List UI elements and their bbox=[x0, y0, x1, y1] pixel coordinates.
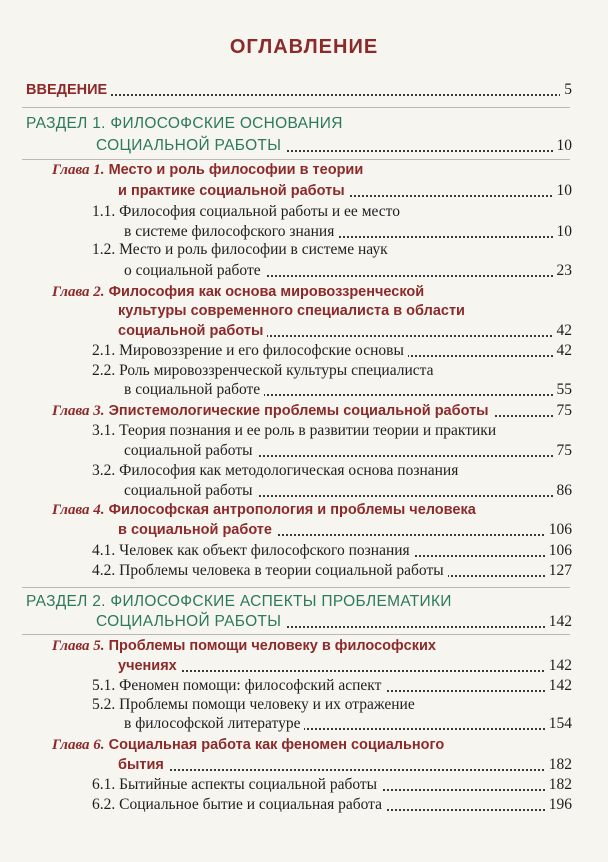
s21-page: 42 bbox=[553, 341, 573, 361]
ch1-page: 10 bbox=[553, 181, 573, 201]
toc-chapter-1[interactable] bbox=[0, 181, 608, 201]
ch2-page: 42 bbox=[553, 321, 573, 341]
s22-title-line1: 2.2. Роль мировоззренческой культуры специалиста bbox=[92, 361, 437, 381]
ch1-label: Глава 1. bbox=[52, 162, 105, 178]
s31-title-line1: 3.1. Теория познания и ее роль в развитии теории и практики bbox=[92, 421, 500, 441]
ch1-title-line2: и практике социальной работы bbox=[118, 181, 349, 201]
toc-chapter-4-line1[interactable] bbox=[0, 500, 608, 520]
toc-subsection-3-2-line1[interactable] bbox=[0, 461, 608, 481]
toc-section-2[interactable] bbox=[0, 612, 608, 632]
toc-subsection-1-2[interactable] bbox=[0, 261, 608, 281]
ch4-page: 106 bbox=[545, 520, 572, 540]
toc-subsection-1-1[interactable] bbox=[0, 222, 608, 242]
toc-section-1-line1[interactable] bbox=[0, 114, 608, 134]
toc-chapter-2[interactable] bbox=[0, 321, 608, 341]
toc-subsection-3-1[interactable] bbox=[0, 441, 608, 461]
divider bbox=[22, 587, 570, 588]
toc-chapter-6[interactable] bbox=[0, 755, 608, 775]
ch5-title-line2: учениях bbox=[118, 656, 181, 676]
dot-leader bbox=[118, 670, 564, 672]
toc-chapter-1-line1[interactable] bbox=[0, 160, 608, 180]
ch6-page: 182 bbox=[545, 755, 572, 775]
toc-subsection-6-1[interactable] bbox=[0, 775, 608, 795]
s11-title-line1: 1.1. Философия социальной работы и ее место bbox=[92, 202, 404, 222]
s32-title-line1: 3.2. Философия как методологическая основа познания bbox=[92, 461, 462, 481]
s62-title-line1: 6.2. Социальное бытие и социальная работа bbox=[92, 795, 386, 815]
ch3-label: Глава 3. bbox=[52, 403, 105, 419]
dot-leader bbox=[118, 769, 564, 771]
s42-page: 127 bbox=[545, 561, 572, 581]
s52-title-line2: в философской литературе bbox=[124, 714, 304, 734]
s22-title-line2: в социальной работе bbox=[124, 380, 264, 400]
s31-title-line2: социальной работы bbox=[124, 441, 257, 461]
s31-page: 75 bbox=[553, 441, 573, 461]
ch6-title-line1: Социальная работа как феномен социального bbox=[108, 737, 445, 753]
s11-page: 10 bbox=[553, 222, 573, 242]
toc-subsection-3-2[interactable] bbox=[0, 481, 608, 501]
divider bbox=[22, 107, 570, 108]
toc-chapter-5-line1[interactable] bbox=[0, 636, 608, 656]
section2-title-line1: РАЗДЕЛ 2. ФИЛОСОФСКИЕ АСПЕКТЫ ПРОБЛЕМАТИКИ bbox=[26, 592, 456, 612]
ch2-title-line1: Философия как основа мировоззренческой bbox=[108, 284, 425, 300]
section2-page: 142 bbox=[545, 612, 572, 632]
toc-subsection-2-2[interactable] bbox=[0, 380, 608, 400]
ch5-page: 142 bbox=[545, 656, 572, 676]
section1-title-line1: РАЗДЕЛ 1. ФИЛОСОФСКИЕ ОСНОВАНИЯ bbox=[26, 114, 347, 134]
toc-subsection-5-2-line1[interactable] bbox=[0, 695, 608, 715]
toc-subsection-5-1[interactable] bbox=[0, 676, 608, 696]
section1-page: 10 bbox=[553, 136, 573, 156]
divider bbox=[22, 634, 570, 635]
s12-title-line2: о социальной работе bbox=[124, 261, 265, 281]
s22-page: 55 bbox=[553, 380, 573, 400]
toc-subsection-2-1[interactable] bbox=[0, 341, 608, 361]
ch4-title-line1: Философская антропология и проблемы человека bbox=[108, 502, 476, 518]
toc-subsection-1-2-line1[interactable] bbox=[0, 240, 608, 260]
toc-subsection-2-2-line1[interactable] bbox=[0, 361, 608, 381]
s21-title-line1: 2.1. Мировоззрение и его философские основы bbox=[92, 341, 408, 361]
s62-page: 196 bbox=[545, 795, 572, 815]
toc-chapter-2-line2[interactable] bbox=[0, 301, 608, 321]
ch1-title-line1: Место и роль философии в теории bbox=[108, 162, 364, 178]
ch2-label: Глава 2. bbox=[52, 284, 105, 300]
s52-page: 154 bbox=[545, 714, 572, 734]
toc-section-1[interactable] bbox=[0, 136, 608, 156]
ch4-label: Глава 4. bbox=[52, 502, 105, 518]
toc-subsection-3-1-line1[interactable] bbox=[0, 421, 608, 441]
s12-page: 23 bbox=[553, 261, 573, 281]
ch6-label: Глава 6. bbox=[52, 737, 105, 753]
toc-chapter-6-line1[interactable] bbox=[0, 735, 608, 755]
toc-chapter-5[interactable] bbox=[0, 656, 608, 676]
s51-title-line1: 5.1. Феномен помощи: философский аспект bbox=[92, 676, 385, 696]
ch6-title-line2: бытия bbox=[118, 755, 168, 775]
s61-page: 182 bbox=[545, 775, 572, 795]
s52-title-line1: 5.2. Проблемы помощи человеку и их отражение bbox=[92, 695, 419, 715]
toc-subsection-4-1[interactable] bbox=[0, 541, 608, 561]
s12-title-line1: 1.2. Место и роль философии в системе наук bbox=[92, 240, 392, 260]
s41-page: 106 bbox=[545, 541, 572, 561]
ch5-label: Глава 5. bbox=[52, 638, 105, 654]
toc-heading: ОГЛАВЛЕНИЕ bbox=[229, 36, 379, 58]
ch2-title-line3: социальной работы bbox=[118, 321, 267, 341]
toc-subsection-1-1-line1[interactable] bbox=[0, 202, 608, 222]
s42-title-line1: 4.2. Проблемы человека в теории социальной работы bbox=[92, 561, 448, 581]
ch4-title-line2: в социальной работе bbox=[118, 520, 276, 540]
toc-section-2-line1[interactable] bbox=[0, 592, 608, 612]
toc-chapter-4[interactable] bbox=[0, 520, 608, 540]
ch3-page: 75 bbox=[553, 401, 573, 421]
section1-title-line2: СОЦИАЛЬНОЙ РАБОТЫ bbox=[96, 136, 285, 156]
intro-page: 5 bbox=[560, 80, 572, 100]
toc-entry-intro[interactable] bbox=[0, 80, 608, 100]
ch5-title-line1: Проблемы помощи человеку в философских bbox=[108, 638, 436, 654]
section2-title-line2: СОЦИАЛЬНОЙ РАБОТЫ bbox=[96, 612, 285, 632]
s51-page: 142 bbox=[545, 676, 572, 696]
toc-subsection-6-2[interactable] bbox=[0, 795, 608, 815]
toc-chapter-2-line1[interactable] bbox=[0, 282, 608, 302]
s61-title-line1: 6.1. Бытийные аспекты социальной работы bbox=[92, 775, 381, 795]
intro-title: ВВЕДЕНИЕ bbox=[26, 80, 111, 100]
toc-subsection-5-2[interactable] bbox=[0, 714, 608, 734]
s11-title-line2: в системе философского знания bbox=[124, 222, 338, 242]
ch3-title-line1: Эпистемологические проблемы социальной работы bbox=[108, 403, 489, 419]
ch2-title-line2: культуры современного специалиста в области bbox=[118, 301, 469, 321]
toc-subsection-4-2[interactable] bbox=[0, 561, 608, 581]
s41-title-line1: 4.1. Человек как объект философского познания bbox=[92, 541, 414, 561]
s32-title-line2: социальной работы bbox=[124, 481, 257, 501]
s32-page: 86 bbox=[553, 481, 573, 501]
toc-chapter-3[interactable] bbox=[0, 401, 608, 421]
